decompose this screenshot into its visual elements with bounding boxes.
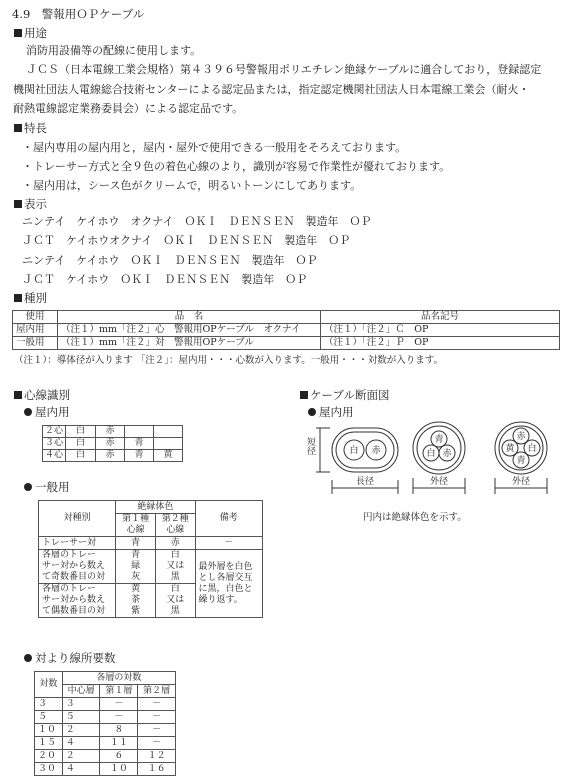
usage-line: 耐熱電線認定業務委員会）による認定品です。 bbox=[13, 102, 244, 115]
table-cell: ２０ bbox=[35, 750, 63, 763]
table-cell: １０ bbox=[100, 763, 138, 776]
section-title: 4.9 警報用ＯＰケーブル bbox=[12, 7, 145, 21]
table-header-row bbox=[35, 672, 176, 685]
table-header: 対種別 bbox=[39, 501, 116, 537]
table-cell: １５ bbox=[35, 737, 63, 750]
core-color: 赤 bbox=[516, 432, 526, 442]
table-row bbox=[35, 698, 176, 711]
table-cell: 白 又は 黒 bbox=[155, 550, 195, 584]
table-row bbox=[35, 711, 176, 724]
table-cell: － bbox=[138, 698, 176, 711]
table-cell: ２ bbox=[62, 750, 100, 763]
table-row bbox=[35, 737, 176, 750]
table-cell: 青 緑 灰 bbox=[116, 550, 156, 584]
table-cell: 黄 茶 紫 bbox=[116, 584, 156, 618]
table-row bbox=[35, 724, 176, 737]
table-header: 品名記号 bbox=[321, 311, 560, 324]
table-cell bbox=[125, 426, 154, 438]
marking-line: ＪＣＴ ケイホウオクナイ ＯＫＩ ＤＥＮＳＥＮ 製造年 ＯＰ bbox=[22, 234, 351, 247]
core-color: 青 bbox=[434, 435, 444, 445]
core-color: 白 bbox=[349, 446, 359, 456]
table-cell: 一般用 bbox=[13, 337, 58, 350]
features-line: ・屋内専用の屋内用と，屋内・屋外で使用できる一般用をそろえております。 bbox=[22, 141, 407, 154]
table-cell: ４ bbox=[62, 763, 100, 776]
core-color: 白 bbox=[527, 444, 537, 454]
table-header: 中心層 bbox=[62, 685, 100, 698]
indoor-label: 屋内用 bbox=[24, 406, 70, 419]
table-cell: 各層のトレー サー対から数え て偶数番目の対 bbox=[39, 584, 116, 618]
marking-heading: 表示 bbox=[14, 198, 47, 211]
table-row bbox=[39, 537, 263, 550]
table-cell: 赤 bbox=[155, 537, 195, 550]
features-line: ・屋内用は，シース色がクリームで，明るいトーンにしてあります。 bbox=[22, 179, 362, 192]
table-header: 品 名 bbox=[58, 311, 321, 324]
marking-line: ＪＣＴ ケイホウ ＯＫＩ ＤＥＮＳＥＮ 製造年 ＯＰ bbox=[22, 273, 308, 286]
table-row bbox=[35, 763, 176, 776]
table-cell: － bbox=[195, 537, 262, 550]
table-header: 備考 bbox=[195, 501, 262, 537]
table-cell: 黄 bbox=[154, 450, 183, 462]
table-header: 絶縁体色 bbox=[116, 501, 195, 514]
marking-line: ニンテイ ケイホウ ＯＫＩ ＤＥＮＳＥＮ 製造年 ＯＰ bbox=[22, 254, 318, 267]
table-cell: 青 bbox=[125, 450, 154, 462]
table-row bbox=[13, 337, 560, 350]
table-header: 第２種 心線 bbox=[155, 514, 195, 537]
table-cell: ３ bbox=[62, 698, 100, 711]
table-cell: 青 bbox=[116, 537, 156, 550]
table-cell: （注１）mm「注２」対 警報用OPケーブル bbox=[58, 337, 321, 350]
table-header-row bbox=[13, 311, 560, 324]
core-color: 赤 bbox=[371, 446, 381, 456]
table-cell: （注１）「注２」Ｃ OP bbox=[321, 324, 560, 337]
table-cell: １２ bbox=[138, 750, 176, 763]
table-cell: ２ bbox=[62, 724, 100, 737]
table-cell: ５ bbox=[35, 711, 63, 724]
general-label: 一般用 bbox=[24, 481, 70, 494]
table-cell: １６ bbox=[138, 763, 176, 776]
table-cell: － bbox=[100, 711, 138, 724]
table-header: 第２層 bbox=[138, 685, 176, 698]
table-header: 各層の対数 bbox=[62, 672, 175, 685]
table-cell: ４ bbox=[62, 737, 100, 750]
table-row bbox=[35, 750, 176, 763]
table-cell: 赤 bbox=[96, 438, 125, 450]
core-color: 黄 bbox=[505, 444, 515, 454]
types-note: （注１）：導体径が入ります 「注２」：屋内用・・・心数が入ります。一般用・・・対数が入ります。 bbox=[14, 355, 444, 366]
usage-line: 消防用設備等の配線に使用します。 bbox=[26, 44, 202, 57]
table-cell: ３ bbox=[35, 698, 63, 711]
table-cell: － bbox=[138, 711, 176, 724]
table-cell: ２心 bbox=[43, 426, 66, 438]
table-cell bbox=[154, 438, 183, 450]
table-cell: トレーサー対 bbox=[39, 537, 116, 550]
core-color: 白 bbox=[426, 449, 436, 459]
types-table bbox=[12, 310, 560, 350]
table-cell: 白 bbox=[66, 450, 96, 462]
long-axis-label: 長径 bbox=[355, 477, 375, 487]
table-header: 使用 bbox=[13, 311, 58, 324]
table-cell: （注１）mm「注２」心 警報用OPケーブル オクナイ bbox=[58, 324, 321, 337]
table-cell: ５ bbox=[62, 711, 100, 724]
cross-indoor-label: 屋内用 bbox=[308, 406, 354, 419]
usage-heading: 用途 bbox=[14, 27, 47, 40]
core-id-heading: 心線識別 bbox=[14, 389, 70, 402]
table-cell: （注１）「注２」Ｐ OP bbox=[321, 337, 560, 350]
table-cell: 赤 bbox=[96, 450, 125, 462]
pair-count-table bbox=[34, 671, 176, 776]
table-cell: 赤 bbox=[96, 426, 125, 438]
cable-cross-section-diagram bbox=[296, 420, 566, 502]
marking-line: ニンテイ ケイホウ オクナイ ＯＫＩ ＤＥＮＳＥＮ 製造年 ＯＰ bbox=[22, 215, 372, 228]
outer-dia-label: 外径 bbox=[511, 477, 531, 487]
table-header: 対数 bbox=[35, 672, 63, 698]
table-cell: 青 bbox=[125, 438, 154, 450]
types-heading: 種別 bbox=[14, 292, 47, 305]
cross-section-heading: ケーブル断面図 bbox=[300, 389, 389, 402]
table-cell: 最外層を白色 とし各層交互 に黒，白色と 繰り返す。 bbox=[195, 550, 262, 618]
table-cell: － bbox=[138, 724, 176, 737]
pair-count-heading: 対より線所要数 bbox=[24, 652, 116, 665]
table-cell: １０ bbox=[35, 724, 63, 737]
short-axis-label: 短径 bbox=[305, 437, 315, 455]
core-color: 赤 bbox=[442, 449, 452, 459]
features-line: ・トレーサー方式と全９色の着色心線のより，識別が容易で作業性が優れております。 bbox=[22, 160, 451, 173]
table-cell: ６ bbox=[100, 750, 138, 763]
outer-dia-label: 外径 bbox=[429, 477, 449, 487]
general-core-table bbox=[38, 500, 263, 618]
usage-line: 機関社団法人電線総合技術センターによる認定品または，指定認定機関社団法人日本電線工業会（耐火・ bbox=[13, 83, 530, 96]
table-header: 第１種 心線 bbox=[116, 514, 156, 537]
table-row bbox=[39, 550, 263, 584]
table-cell: ３心 bbox=[43, 438, 66, 450]
table-cell: 各層のトレー サー対から数え て奇数番目の対 bbox=[39, 550, 116, 584]
table-cell: 屋内用 bbox=[13, 324, 58, 337]
table-cell: ８ bbox=[100, 724, 138, 737]
table-cell: 白 bbox=[66, 438, 96, 450]
table-cell: ４心 bbox=[43, 450, 66, 462]
table-row bbox=[43, 426, 183, 438]
table-cell bbox=[154, 426, 183, 438]
indoor-core-table bbox=[42, 425, 183, 462]
usage-line: ＪＣＳ（日本電線工業会規格）第４３９６号警報用ポリエチレン絶縁ケーブルに適合しており，登録認定 bbox=[26, 63, 542, 76]
table-header: 第１層 bbox=[100, 685, 138, 698]
table-cell: 白 又は 黒 bbox=[155, 584, 195, 618]
table-header-row bbox=[39, 501, 263, 514]
table-cell: ３０ bbox=[35, 763, 63, 776]
core-color: 青 bbox=[516, 456, 526, 466]
table-row bbox=[43, 450, 183, 462]
table-cell: 白 bbox=[66, 426, 96, 438]
table-cell: － bbox=[100, 698, 138, 711]
table-row bbox=[13, 324, 560, 337]
table-row bbox=[43, 438, 183, 450]
features-heading: 特長 bbox=[14, 122, 47, 135]
table-cell: － bbox=[138, 737, 176, 750]
cross-section-caption: 円内は絶縁体色を示す。 bbox=[363, 512, 467, 523]
table-cell: １１ bbox=[100, 737, 138, 750]
